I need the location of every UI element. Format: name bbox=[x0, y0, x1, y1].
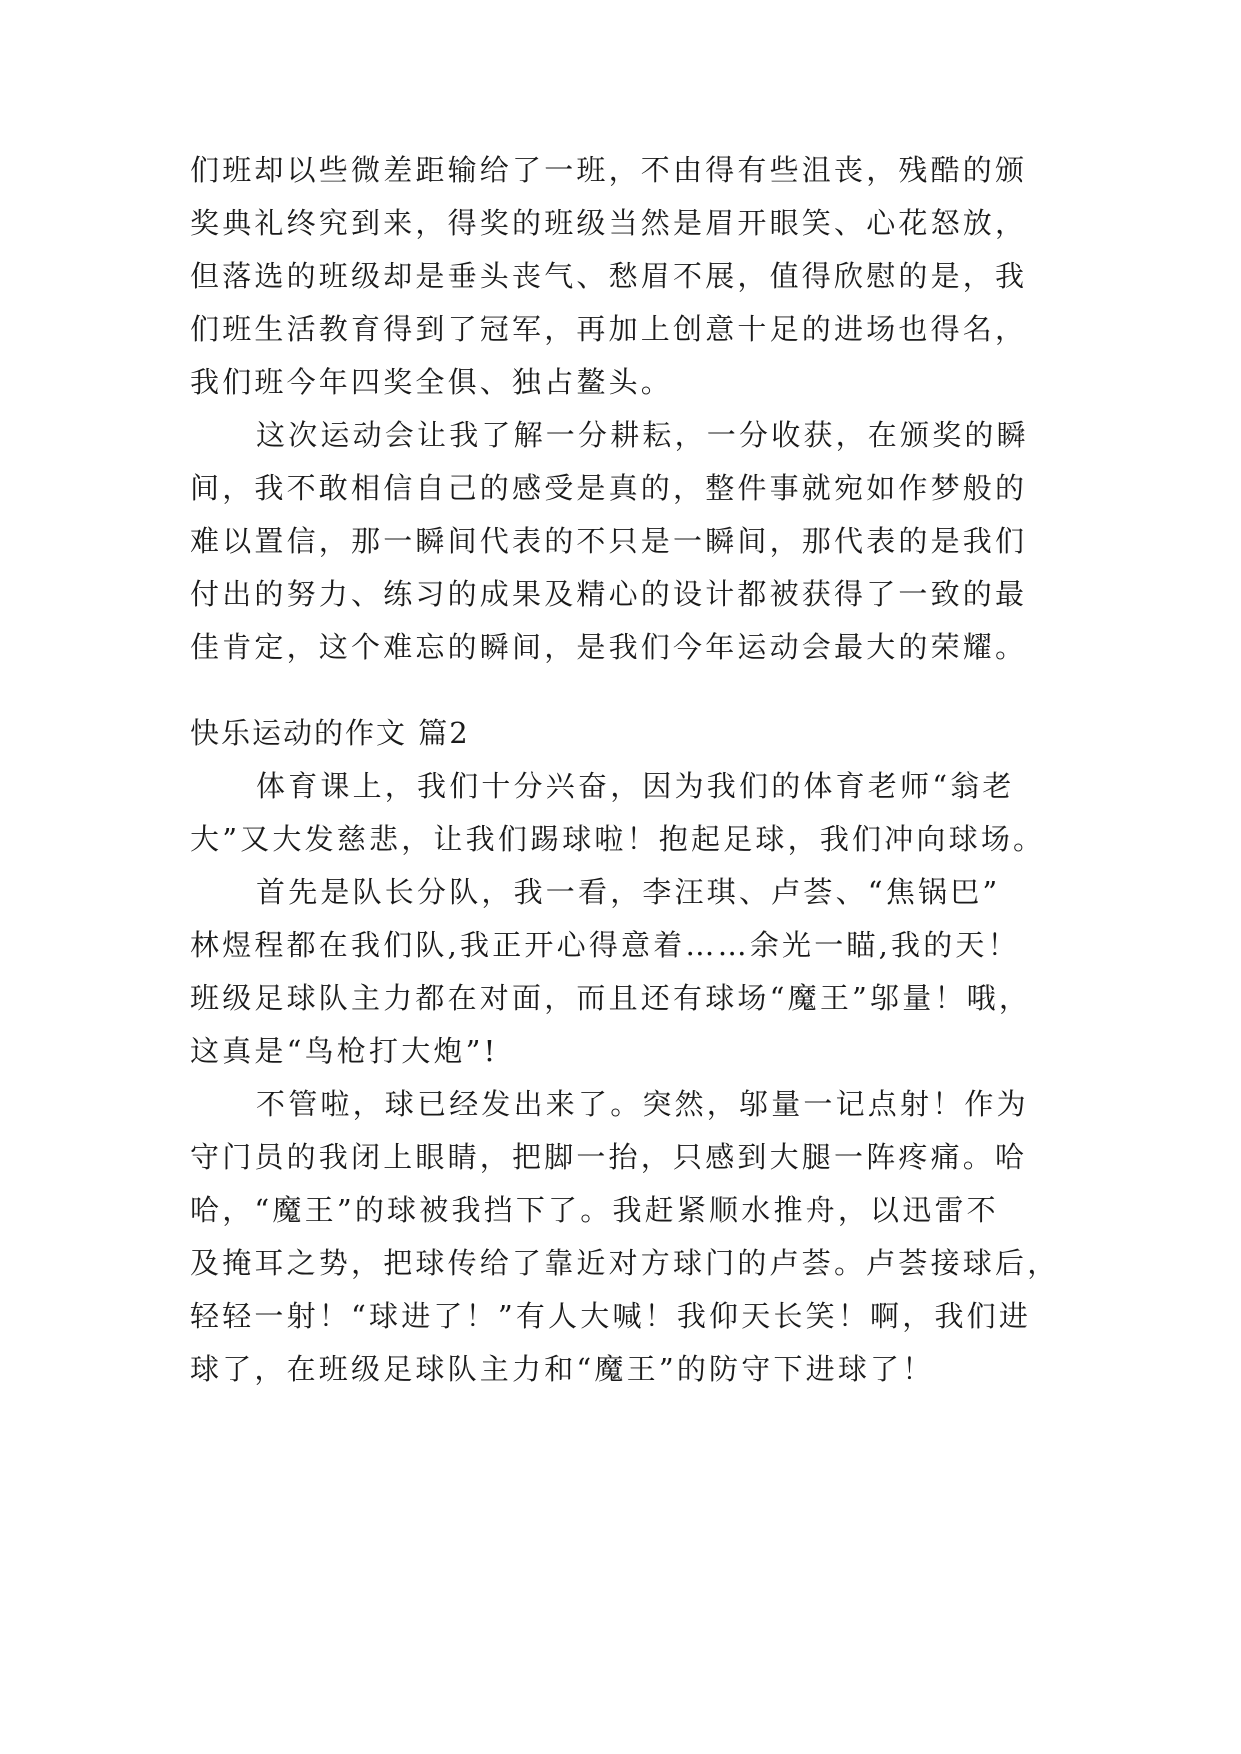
text-line: 们班生活教育得到了冠军，再加上创意十足的进场也得名， bbox=[190, 312, 1028, 346]
text-line: 这次运动会让我了解一分耕耘，一分收获，在颁奖的瞬 bbox=[256, 418, 1029, 452]
text-line: 首先是队长分队，我一看，李汪琪、卢荟、“焦锅巴” bbox=[256, 875, 1001, 909]
text-line: 付出的努力、练习的成果及精心的设计都被获得了一致的最 bbox=[190, 577, 1028, 611]
text-line: 及掩耳之势，把球传给了靠近对方球门的卢荟。卢荟接球后， bbox=[190, 1246, 1060, 1280]
text-line: 轻轻一射！“球进了！”有人大喊！我仰天长笑！啊，我们进 bbox=[190, 1299, 1032, 1333]
text-line: 不管啦，球已经发出来了。突然，邬量一记点射！作为 bbox=[256, 1087, 1029, 1121]
text-line: 林煜程都在我们队,我正开心得意着……余光一瞄,我的天！ bbox=[190, 928, 1020, 962]
text-line: 佳肯定，这个难忘的瞬间，是我们今年运动会最大的荣耀。 bbox=[190, 630, 1028, 664]
text-line: 体育课上，我们十分兴奋，因为我们的体育老师“翁老 bbox=[256, 769, 1015, 803]
text-line: 球了，在班级足球队主力和“魔王”的防守下进球了！ bbox=[190, 1352, 935, 1386]
text-line: 我们班今年四奖全俱、独占鳌头。 bbox=[190, 365, 674, 399]
text-line: 这真是“鸟枪打大炮”! bbox=[190, 1034, 499, 1068]
text-line: 奖典礼终究到来，得奖的班级当然是眉开眼笑、心花怒放， bbox=[190, 206, 1028, 240]
section-heading: 快乐运动的作文 篇2 bbox=[190, 716, 470, 750]
text-line: 哈，“魔王”的球被我挡下了。我赶紧顺水推舟，以迅雷不 bbox=[190, 1193, 999, 1227]
text-line: 大”又大发慈悲，让我们踢球啦！抱起足球，我们冲向球场。 bbox=[190, 822, 1046, 856]
text-line: 们班却以些微差距输给了一班，不由得有些沮丧，残酷的颁 bbox=[190, 153, 1028, 187]
text-line: 守门员的我闭上眼睛，把脚一抬，只感到大腿一阵疼痛。哈 bbox=[190, 1140, 1028, 1174]
text-line: 班级足球队主力都在对面，而且还有球场“魔王”邬量！哦， bbox=[190, 981, 1032, 1015]
text-line: 但落选的班级却是垂头丧气、愁眉不展，值得欣慰的是，我 bbox=[190, 259, 1028, 293]
text-line: 难以置信，那一瞬间代表的不只是一瞬间，那代表的是我们 bbox=[190, 524, 1028, 558]
text-line: 间，我不敢相信自己的感受是真的，整件事就宛如作梦般的 bbox=[190, 471, 1028, 505]
